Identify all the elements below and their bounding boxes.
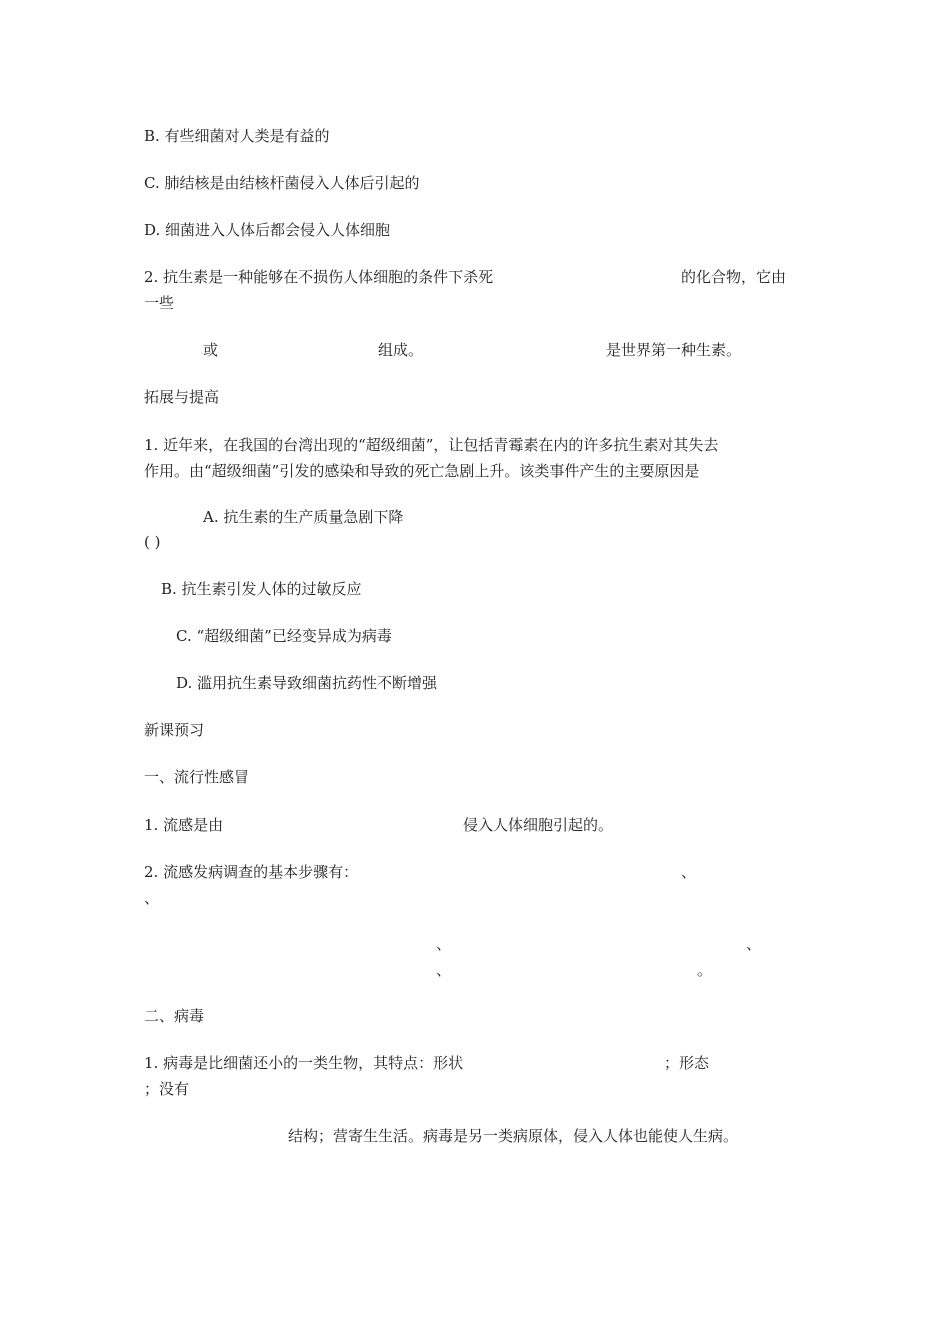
virus-question1-continued: ；形态 [664,1054,710,1072]
flu-question2: 2. 流感发病调查的基本步骤有： [144,863,359,881]
extend-option-a: A. 抗生素的生产质量急剧下降 [203,508,404,526]
extend-option-d: D. 滥用抗生素导致细菌抗药性不断增强 [176,674,438,692]
section-heading-extend: 拓展与提高 [144,388,220,406]
virus-question1-wrap: ；没有 [144,1080,190,1098]
subheading-virus: 二、病毒 [144,1007,205,1025]
blank-separator: 、 [746,935,762,953]
question2-first-antibiotic: 是世界第一种生素。 [606,341,742,359]
extend-question1-line1: 1. 近年来，在我国的台湾出现的“超级细菌”，让包括青霉素在内的许多抗生素对其失去 [144,436,719,454]
question2-text-wrap: 一些 [144,294,175,312]
answer-parentheses: ( ) [144,533,161,551]
blank-separator: 、 [144,889,160,907]
section-heading-preview: 新课预习 [144,721,205,739]
question2-text: 2. 抗生素是一种能够在不损伤人体细胞的条件下杀死 [144,268,494,286]
extend-question1-line2: 作用。由“超级细菌”引发的感染和导致的死亡急剧上升。该类事件产生的主要原因是 [144,462,700,480]
flu-question1-continued: 侵入人体细胞引起的。 [463,816,614,834]
virus-question1-end: 结构；营寄生生活。病毒是另一类病原体，侵入人体也能使人生病。 [288,1127,739,1145]
virus-question1: 1. 病毒是比细菌还小的一类生物，其特点：形状 [144,1054,464,1072]
blank-separator: 、 [436,961,452,979]
question2-text-continued: 的化合物，它由 [681,268,787,286]
question1-option-b: B. 有些细菌对人类是有益的 [144,127,330,145]
question2-compose: 组成。 [378,341,424,359]
flu-question1: 1. 流感是由 [144,816,224,834]
sentence-end: 。 [697,961,713,979]
subheading-flu: 一、流行性感冒 [144,768,250,786]
question1-option-c: C. 肺结核是由结核杆菌侵入人体后引起的 [144,174,420,192]
question2-or: 或 [203,341,219,359]
extend-option-c: C. “超级细菌”已经变异成为病毒 [176,627,392,645]
extend-option-b: B. 抗生素引发人体的过敏反应 [161,580,362,598]
question1-option-d: D. 细菌进入人体后都会侵入人体细胞 [144,221,391,239]
blank-separator: 、 [436,935,452,953]
blank-separator: 、 [681,863,697,881]
